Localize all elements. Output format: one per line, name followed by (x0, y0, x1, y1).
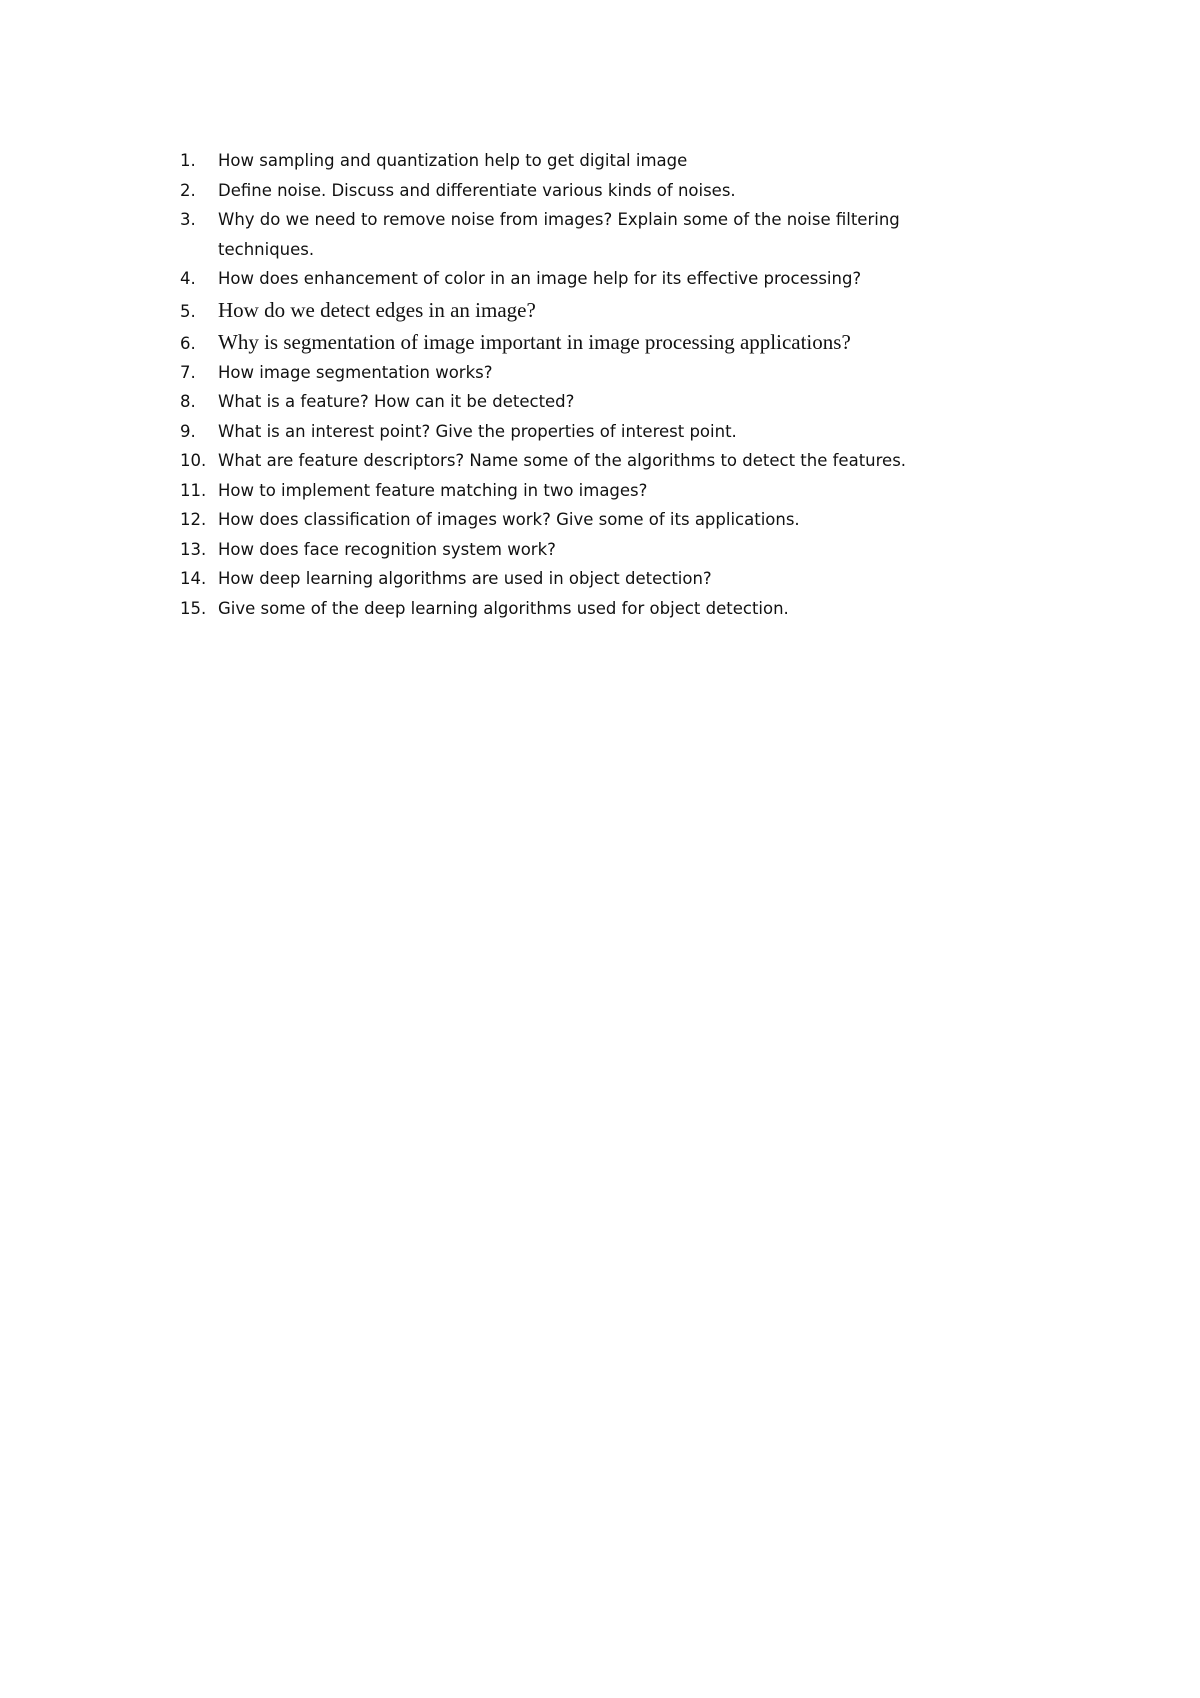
list-item (180, 146, 1000, 176)
item-text: What is a feature? How can it be detected? (218, 392, 575, 411)
item-text: Define noise. Discuss and differentiate various kinds of noises. (218, 180, 736, 200)
item-number: 1. (180, 151, 196, 170)
item-text: What is an interest point? Give the properties of interest point. (218, 421, 737, 441)
item-text: Why do we need to remove noise from images? Explain some of the noise filtering techniques. (218, 210, 900, 259)
item-number: 2. (180, 180, 196, 200)
item-number: 14. (180, 569, 207, 588)
item-text: How image segmentation works? (218, 362, 493, 382)
list-item (180, 387, 1000, 417)
item-text: How sampling and quantization help to get digital image (218, 151, 688, 170)
item-text: How does classification of images work? Give some of its applications. (218, 510, 800, 529)
item-number: 4. (180, 269, 196, 288)
item-text: Why is segmentation of image important in image processing applications? (218, 329, 851, 354)
item-number: 15. (180, 598, 207, 618)
list-item (180, 358, 1000, 388)
list-item (180, 564, 1000, 594)
item-number: 3. (180, 210, 196, 229)
item-number: 12. (180, 510, 207, 529)
list-item (180, 205, 1000, 264)
list-item (180, 417, 1000, 447)
list-item (180, 264, 1000, 294)
item-text: What are feature descriptors? Name some of the algorithms to detect the features. (218, 451, 907, 470)
list-item (180, 294, 1000, 326)
item-number: 5. (180, 301, 196, 321)
item-text: Give some of the deep learning algorithms used for object detection. (218, 598, 789, 618)
item-text: How deep learning algorithms are used in object detection? (218, 569, 712, 588)
list-item (180, 505, 1000, 535)
question-list (180, 146, 1000, 623)
item-number: 9. (180, 421, 196, 441)
list-item (180, 535, 1000, 565)
list-item (180, 326, 1000, 358)
item-text: How do we detect edges in an image? (218, 297, 536, 322)
list-item (180, 476, 1000, 506)
list-item (180, 446, 1000, 476)
list-item (180, 594, 1000, 624)
item-number: 11. (180, 480, 207, 500)
item-number: 7. (180, 362, 196, 382)
item-text: How does enhancement of color in an image help for its effective processing? (218, 269, 862, 288)
item-number: 6. (180, 333, 196, 353)
item-number: 8. (180, 392, 196, 411)
item-number: 10. (180, 451, 207, 470)
list-item (180, 176, 1000, 206)
item-number: 13. (180, 539, 207, 559)
item-text: How to implement feature matching in two images? (218, 480, 648, 500)
item-text: How does face recognition system work? (218, 539, 556, 559)
